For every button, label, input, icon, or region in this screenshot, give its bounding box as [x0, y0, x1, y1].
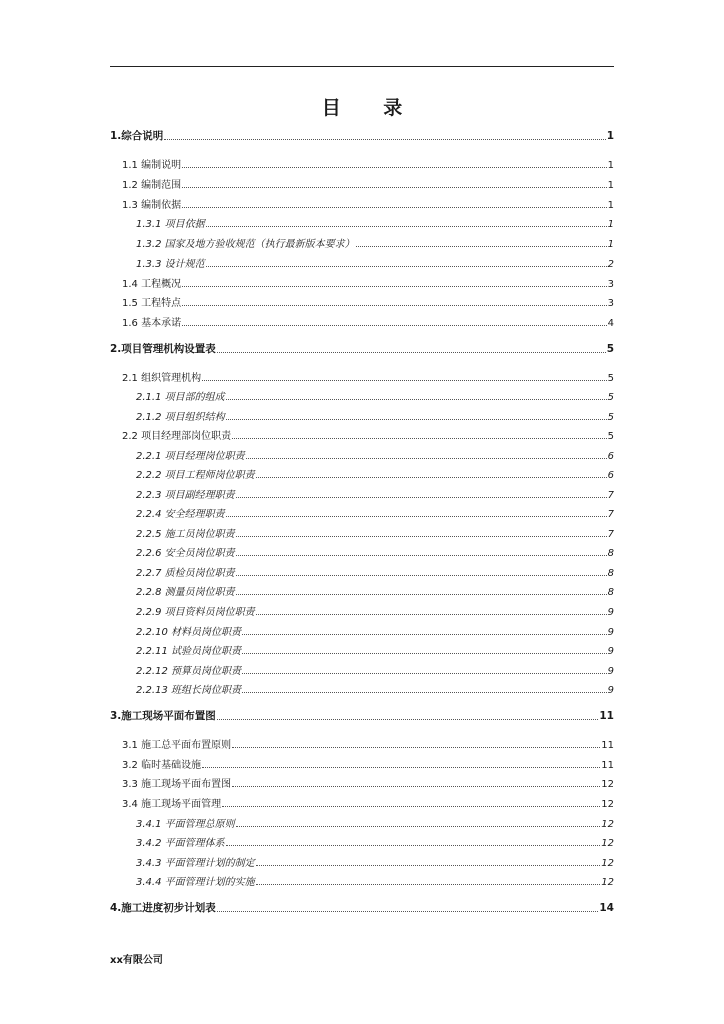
toc-leader-dots: [217, 910, 599, 912]
toc-entry-label: 2.2.13 班组长岗位职责: [136, 685, 241, 696]
toc-entry-label: 1.1 编制说明: [122, 160, 182, 171]
toc-entry-page-number: 5: [607, 412, 614, 423]
toc-entry-level-3[interactable]: [136, 815, 614, 830]
toc-entry-label: 2.2.5 施工员岗位职责: [136, 529, 235, 540]
toc-leader-dots: [202, 379, 607, 381]
toc-entry-page-number: 5: [606, 343, 614, 355]
toc-leader-dots: [182, 206, 607, 208]
toc-entry-level-3[interactable]: [136, 854, 614, 869]
toc-entry-label: 2.2.9 项目资料员岗位职责: [136, 607, 255, 618]
toc-leader-dots: [226, 398, 607, 400]
toc-entry-page-number: 11: [599, 710, 614, 722]
toc-entry-label: 3.4.4 平面管理计划的实施: [136, 877, 255, 888]
toc-leader-dots: [232, 746, 600, 748]
toc-leader-dots: [222, 805, 600, 807]
toc-leader-dots: [206, 265, 607, 267]
toc-entry-page-number: 9: [607, 666, 614, 677]
toc-entry-page-number: 9: [607, 607, 614, 618]
toc-leader-dots: [356, 245, 607, 247]
toc-entry-level-3[interactable]: [136, 235, 614, 250]
toc-entry-page-number: 9: [607, 685, 614, 696]
toc-entry-label: 2.2.7 质检员岗位职责: [136, 568, 235, 579]
toc-entry-level-2[interactable]: [122, 756, 614, 771]
toc-entry-page-number: 6: [607, 470, 614, 481]
toc-entry-label: 3.2 临时基础设施: [122, 760, 202, 771]
toc-entry-label: 2.2.10 材料员岗位职责: [136, 627, 241, 638]
toc-leader-dots: [236, 574, 607, 576]
toc-entry-page-number: 1: [607, 239, 614, 250]
toc-leader-dots: [232, 785, 600, 787]
toc-entry-label: 2.2.8 测量员岗位职责: [136, 587, 235, 598]
toc-leader-dots: [246, 457, 607, 459]
toc-entry-level-3[interactable]: [136, 215, 614, 230]
toc-leader-dots: [217, 718, 599, 720]
toc-entry-label: 1.6 基本承诺: [122, 318, 182, 329]
toc-entry-page-number: 8: [607, 587, 614, 598]
toc-leader-dots: [182, 166, 607, 168]
toc-entry-level-1[interactable]: [110, 128, 614, 143]
toc-entry-level-2[interactable]: [122, 427, 614, 442]
toc-entry-label: 2.1 组织管理机构: [122, 373, 202, 384]
toc-entry-page-number: 14: [599, 902, 614, 914]
toc-entry-page-number: 8: [607, 568, 614, 579]
toc-entry-level-2[interactable]: [122, 736, 614, 751]
toc-entry-level-3[interactable]: [136, 505, 614, 520]
toc-entry-level-2[interactable]: [122, 369, 614, 384]
toc-entry-level-3[interactable]: [136, 583, 614, 598]
toc-leader-dots: [236, 554, 607, 556]
toc-entry-page-number: 12: [601, 799, 614, 810]
toc-entry-level-3[interactable]: [136, 834, 614, 849]
toc-entry-level-3[interactable]: [136, 255, 614, 270]
toc-entry-level-2[interactable]: [122, 294, 614, 309]
toc-leader-dots: [182, 186, 607, 188]
toc-entry-label: 3.4.1 平面管理总原则: [136, 819, 235, 830]
toc-entry-level-3[interactable]: [136, 486, 614, 501]
page-title: 目 录: [321, 97, 421, 119]
toc-entry-page-number: 7: [607, 529, 614, 540]
toc-leader-dots: [236, 825, 601, 827]
toc-entry-page-number: 3: [607, 298, 614, 309]
toc-entry-page-number: 7: [607, 490, 614, 501]
toc-entry-level-3[interactable]: [136, 642, 614, 657]
toc-entry-page-number: 5: [607, 392, 614, 403]
toc-entry-label: 2.2.4 安全经理职责: [136, 509, 225, 520]
toc-entry-page-number: 12: [601, 779, 614, 790]
toc-entry-page-number: 7: [607, 509, 614, 520]
toc-entry-level-3[interactable]: [136, 388, 614, 403]
toc-entry-label: 1.综合说明: [110, 130, 164, 142]
toc-entry-page-number: 12: [601, 877, 614, 888]
toc-entry-level-3[interactable]: [136, 525, 614, 540]
toc-entry-level-3[interactable]: [136, 564, 614, 579]
toc-entry-label: 1.2 编制范围: [122, 180, 182, 191]
toc-entry-level-3[interactable]: [136, 544, 614, 559]
toc-entry-label: 2.2.3 项目副经理职责: [136, 490, 235, 501]
toc-entry-page-number: 6: [607, 451, 614, 462]
toc-entry-label: 1.4 工程概况: [122, 279, 182, 290]
toc-leader-dots: [226, 844, 601, 846]
toc-entry-label: 3.4.2 平面管理体系: [136, 838, 225, 849]
toc-leader-dots: [256, 883, 601, 885]
toc-entry-level-3[interactable]: [136, 662, 614, 677]
toc-entry-label: 1.3.1 项目依据: [136, 219, 205, 230]
toc-entry-page-number: 9: [607, 646, 614, 657]
toc-leader-dots: [236, 535, 607, 537]
toc-leader-dots: [242, 633, 607, 635]
toc-entry-label: 2.2 项目经理部岗位职责: [122, 431, 232, 442]
toc-entry-level-3[interactable]: [136, 466, 614, 481]
footer-company: xx有限公司: [110, 955, 163, 966]
toc-leader-dots: [206, 225, 607, 227]
toc-entry-level-1[interactable]: [110, 341, 614, 356]
toc-leader-dots: [226, 418, 607, 420]
toc-entry-page-number: 3: [607, 279, 614, 290]
toc-leader-dots: [217, 351, 606, 353]
toc-entry-label: 1.5 工程特点: [122, 298, 182, 309]
toc-leader-dots: [256, 613, 607, 615]
toc-entry-level-3[interactable]: [136, 681, 614, 696]
toc-leader-dots: [242, 691, 607, 693]
toc-entry-page-number: 1: [607, 200, 614, 211]
toc-leader-dots: [164, 138, 605, 140]
toc-entry-level-3[interactable]: [136, 623, 614, 638]
toc-entry-page-number: 5: [607, 431, 614, 442]
toc-entry-label: 2.2.1 项目经理岗位职责: [136, 451, 245, 462]
toc-entry-label: 1.3.2 国家及地方验收规范（执行最新版本要求）: [136, 239, 355, 250]
toc-entry-label: 2.2.12 预算员岗位职责: [136, 666, 241, 677]
toc-entry-label: 3.4.3 平面管理计划的制定: [136, 858, 255, 869]
toc-entry-label: 3.4 施工现场平面管理: [122, 799, 222, 810]
toc-entry-label: 1.3 编制依据: [122, 200, 182, 211]
toc-entry-label: 2.1.2 项目组织结构: [136, 412, 225, 423]
toc-entry-label: 3.1 施工总平面布置原则: [122, 740, 232, 751]
toc-entry-label: 3.3 施工现场平面布置图: [122, 779, 232, 790]
toc-entry-page-number: 1: [607, 180, 614, 191]
toc-entry-page-number: 11: [601, 760, 614, 771]
toc-entry-page-number: 1: [607, 219, 614, 230]
toc-entry-label: 2.2.2 项目工程师岗位职责: [136, 470, 255, 481]
toc-leader-dots: [242, 672, 607, 674]
toc-leader-dots: [242, 652, 607, 654]
toc-entry-level-1[interactable]: [110, 900, 614, 915]
toc-leader-dots: [236, 593, 607, 595]
toc-entry-label: 1.3.3 设计规范: [136, 259, 205, 270]
toc-leader-dots: [256, 864, 601, 866]
toc-entry-page-number: 4: [607, 318, 614, 329]
toc-entry-page-number: 8: [607, 548, 614, 559]
toc-leader-dots: [182, 304, 607, 306]
toc-entry-label: 2.项目管理机构设置表: [110, 343, 216, 355]
toc-entry-page-number: 12: [601, 858, 614, 869]
toc-leader-dots: [232, 437, 607, 439]
toc-entry-level-2[interactable]: [122, 196, 614, 211]
toc-entry-label: 2.2.11 试验员岗位职责: [136, 646, 241, 657]
toc-leader-dots: [226, 515, 607, 517]
toc-leader-dots: [256, 476, 607, 478]
toc-entry-page-number: 5: [607, 373, 614, 384]
toc-leader-dots: [182, 285, 607, 287]
toc-leader-dots: [182, 324, 607, 326]
toc-entry-level-2[interactable]: [122, 275, 614, 290]
toc-entry-level-2[interactable]: [122, 795, 614, 810]
toc-entry-level-3[interactable]: [136, 408, 614, 423]
toc-entry-level-2[interactable]: [122, 156, 614, 171]
toc-entry-page-number: 11: [601, 740, 614, 751]
toc-entry-level-1[interactable]: [110, 708, 614, 723]
toc-entry-label: 3.施工现场平面布置图: [110, 710, 216, 722]
toc-entry-page-number: 2: [607, 259, 614, 270]
toc-entry-page-number: 1: [607, 160, 614, 171]
toc-entry-level-3[interactable]: [136, 447, 614, 462]
toc-entry-level-2[interactable]: [122, 314, 614, 329]
toc-leader-dots: [236, 496, 607, 498]
toc-entry-page-number: 1: [606, 130, 614, 142]
toc-entry-level-2[interactable]: [122, 176, 614, 191]
toc-entry-page-number: 12: [601, 838, 614, 849]
toc-entry-level-3[interactable]: [136, 873, 614, 888]
toc-entry-page-number: 9: [607, 627, 614, 638]
toc-entry-label: 2.1.1 项目部的组成: [136, 392, 225, 403]
toc-entry-level-3[interactable]: [136, 603, 614, 618]
toc-leader-dots: [202, 766, 600, 768]
toc-entry-page-number: 12: [601, 819, 614, 830]
toc-entry-label: 2.2.6 安全员岗位职责: [136, 548, 235, 559]
toc-entry-label: 4.施工进度初步计划表: [110, 902, 216, 914]
toc-entry-level-2[interactable]: [122, 775, 614, 790]
